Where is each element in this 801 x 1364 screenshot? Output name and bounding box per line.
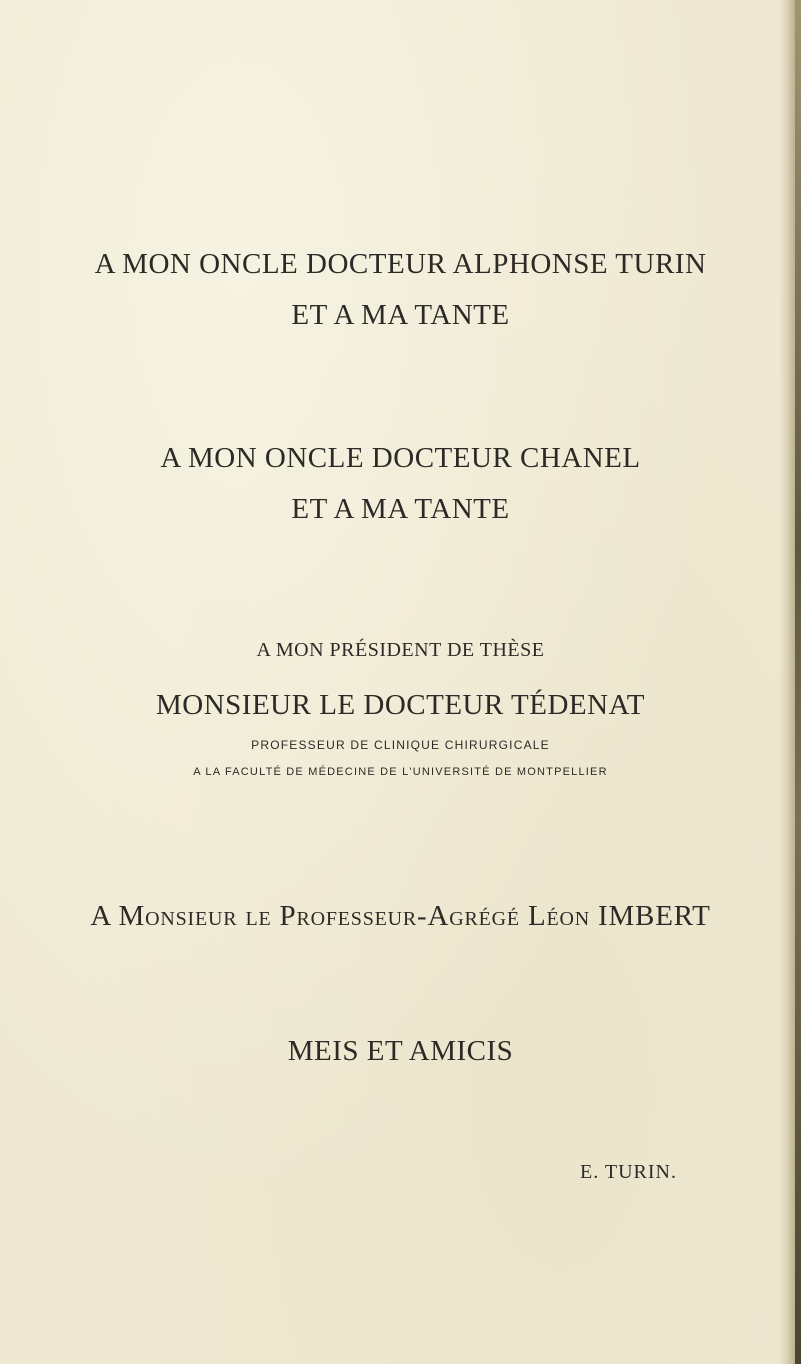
dedication-aunt-1: ET A MA TANTE <box>291 299 510 331</box>
author-signature: E. TURIN. <box>580 1161 677 1183</box>
dedication-uncle-chanel: A MON ONCLE DOCTEUR CHANEL <box>160 442 641 474</box>
dedication-tedenat: MONSIEUR LE DOCTEUR TÉDENAT <box>155 689 646 721</box>
dedication-imbert: A Monsieur le Professeur-Agrégé Léon IMBERT <box>90 900 711 932</box>
dedication-tedenat-title: PROFESSEUR DE CLINIQUE CHIRURGICALE <box>251 738 550 752</box>
page-edge-dark <box>795 0 801 1364</box>
dedication-uncle-turin: A MON ONCLE DOCTEUR ALPHONSE TURIN <box>94 248 707 280</box>
dedication-tedenat-faculty: A LA FACULTÉ DE MÉDECINE DE L'UNIVERSITÉ DE MONTPELLIER <box>193 766 608 778</box>
dedication-president-heading: A MON PRÉSIDENT DE THÈSE <box>256 639 545 661</box>
dedication-aunt-2: ET A MA TANTE <box>291 493 510 525</box>
dedication-meis-et-amicis: MEIS ET AMICIS <box>287 1035 514 1067</box>
